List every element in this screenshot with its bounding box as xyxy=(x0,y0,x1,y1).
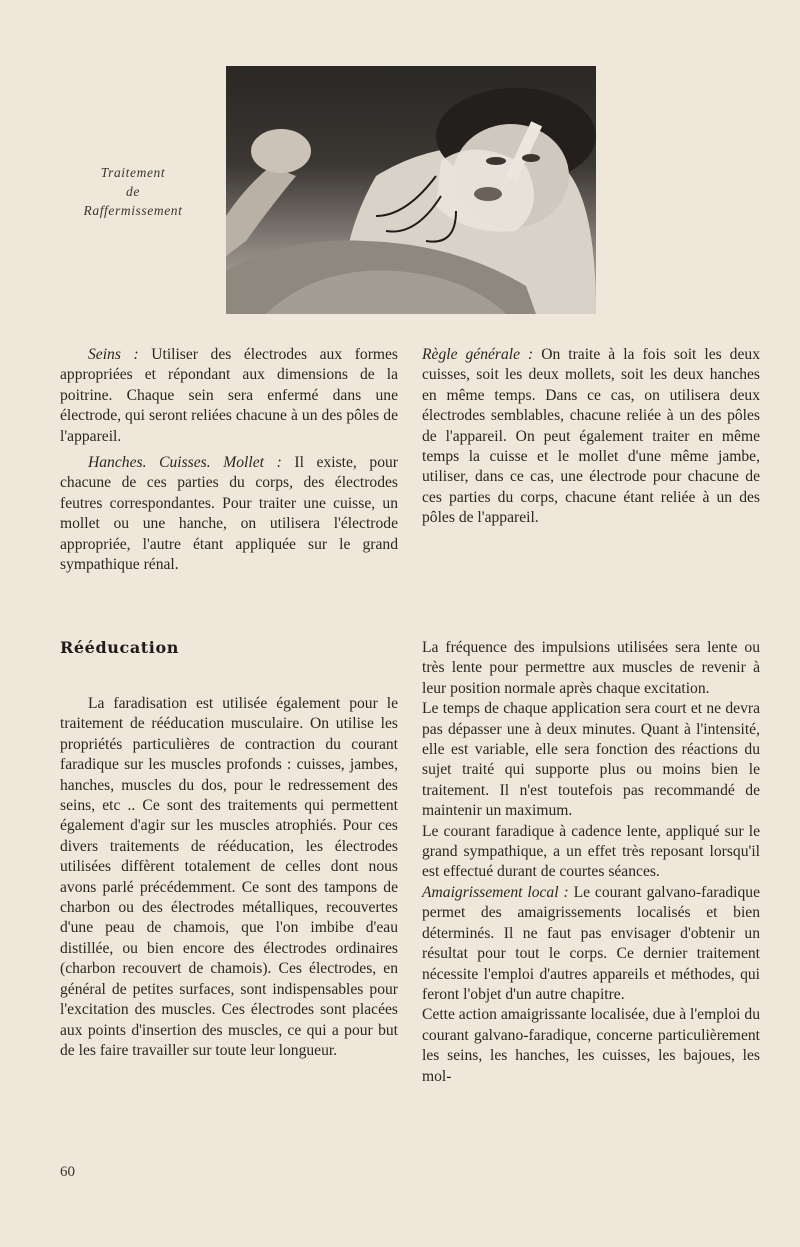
amaigrissement-text: Le courant galvano-faradique permet des amaigrissements localisés et bien déterminés. Il ne faut pas envisager d'obtenir un résultat pour tout le corps. Ce dernier traitement nécessite l'emploi d'autres appareils et méthodes, qui feront l'objet d'un autre chapitre. xyxy=(422,883,761,1003)
caption-line-1: Traitement xyxy=(100,165,166,180)
regle-text: On traite à la fois soit les deux cuisses, soit les deux mollets, soit les deux hanches en même temps. Dans ce cas, on utilisera deux électrodes semblables, chacune reliée à un des pôles de l'appareil. On peut également traiter en même temps la cuisse et le mollet d'une même jambe, utiliser, dans ce cas, une électrode pour chacune de ces parties du corps, chacune étant reliée à un des pôles de l'appareil. xyxy=(422,346,760,527)
caption-line-2: de xyxy=(126,184,140,199)
paragraph-faradisation: La faradisation est utilisée également pour le traitement de rééducation musculaire. On utilise les propriétés particulières de contraction du courant faradique sur les muscles profonds : cuisses, jambes, hanches, muscles du dos, pour le redressement des seins, etc .. Ce sont des traitements qui permettent également d'agir sur les muscles atrophiés. Pour ces divers traitements de rééducation, les électrodes utilisées diffèrent totalement de celles dont nous avons parlé précédemment. Ce sont des tampons de charbon ou des électrodes métalliques, recouvertes d'une peau de chamois, que l'on imbibe d'eau distillée, ou bien encore des électrodes ordinaires (charbon recouvert de chamois). Ces électrodes, en général de petites surfaces, sont indispensables pour l'excitation des muscles. Ces électrodes sont placées aux points d'insertion des muscles, ce qui a pour but de les faire travailler sur toute leur longueur. xyxy=(60,695,398,1059)
section-heading: Rééducation xyxy=(60,638,179,657)
caption-line-3: Raffermissement xyxy=(83,203,183,218)
paragraph-regle-generale xyxy=(422,345,760,529)
paragraph-temps: Le temps de chaque application sera court et ne devra pas dépasser une à deux minutes. Quant à l'intensité, elle est variable, elle sera fonction des réactions du sujet traité qui supporte plus ou moins bien le traitement. Il n'est toutefois pas recommandé de maintenir un maximum. xyxy=(422,700,760,820)
paragraph-seins xyxy=(60,345,398,447)
regle-lead: Règle générale : xyxy=(422,346,534,363)
photo-illustration xyxy=(226,66,596,314)
paragraph-amaigrissement xyxy=(422,883,760,1005)
seins-lead: Seins : xyxy=(88,346,139,363)
seins-text: Utiliser des électrodes aux formes appropriées et répondant aux dimensions de la poitrine. Chaque sein sera enfermé dans une électrode, qui seront reliées chacune à un des pôles de l'appareil. xyxy=(60,346,399,445)
treatment-photo xyxy=(226,66,596,314)
paragraph-action: Cette action amaigrissante localisée, due à l'emploi du courant galvano-faradique, concerne particulièrement les seins, les hanches, les cuisses, les bajoues, les mol- xyxy=(422,1006,760,1085)
page-number: 60 xyxy=(60,1164,75,1180)
column-top-left xyxy=(60,345,398,575)
amaigrissement-lead: Amaigrissement local : xyxy=(422,883,569,901)
hanches-text: Il existe, pour chacune de ces parties du corps, des électrodes feutres correspondantes. Pour traiter une cuisse, un mollet ou une hanche, on utilisera l'électrode appropriée, l'autre étant appliquée sur le grand sympathique rénal. xyxy=(60,454,398,574)
paragraph-hanches xyxy=(60,453,398,575)
column-bottom-left xyxy=(60,694,398,1061)
hanches-lead: Hanches. Cuisses. Mollet : xyxy=(88,454,282,472)
paragraph-courant: Le courant faradique à cadence lente, appliqué sur le grand sympathique, a un effet très reposant lorsqu'il est effectué durant de courtes séances. xyxy=(422,822,760,881)
paragraph-frequence: La fréquence des impulsions utilisées sera lente ou très lente pour permettre aux muscles de revenir à leur position normale après chaque excitation. xyxy=(422,639,760,697)
column-bottom-right xyxy=(422,638,760,1087)
column-top-right xyxy=(422,345,760,529)
figure-caption xyxy=(58,163,208,220)
